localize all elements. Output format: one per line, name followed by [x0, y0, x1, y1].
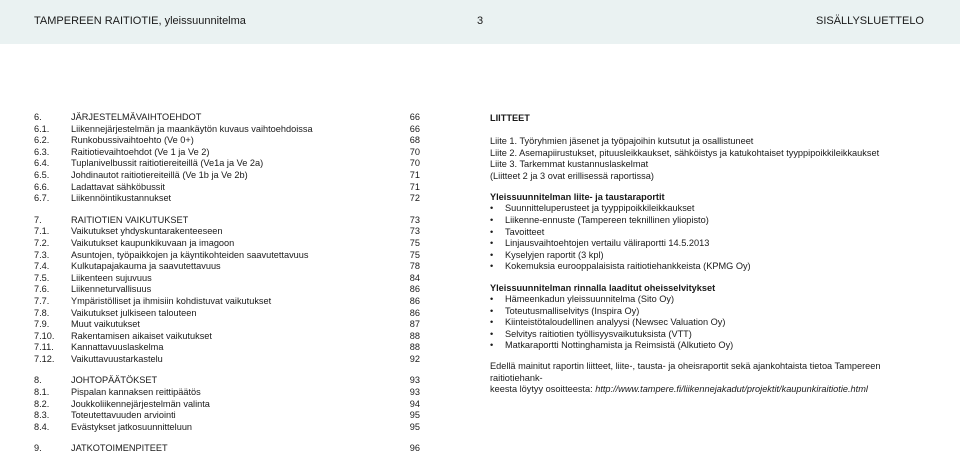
toc-title: JÄRJESTELMÄVAIHTOEHDOT — [71, 112, 202, 122]
toc-page: 86 — [409, 295, 420, 306]
toc-chapter[interactable] — [34, 215, 420, 227]
toc-entry[interactable] — [34, 422, 420, 434]
document-title: TAMPEREEN RAITIOTIE, yleissuunnitelma — [34, 15, 246, 27]
toc-number: 8. — [34, 375, 42, 386]
toc-page: 92 — [409, 353, 420, 364]
toc-title: Raitiotievaihtoehdot (Ve 1 ja Ve 2) — [71, 146, 210, 157]
toc-number: 6.6. — [34, 181, 50, 192]
toc-entry[interactable] — [34, 170, 420, 182]
toc-title: Ympäristölliset ja ihmisiin kohdistuvat vaikutukset — [71, 295, 272, 306]
toc-title: Asuntojen, työpaikkojen ja käyntikohteiden saavutettavuus — [71, 249, 309, 260]
toc-title: Muut vaikutukset — [71, 319, 140, 330]
toc-number: 7.10. — [34, 330, 55, 341]
note-text: Edellä mainitut raportin liitteet, liite-, tausta- ja oheisraportit sekä ajankohtaista tietoa Tampereen raitiotiehank- — [490, 360, 881, 383]
toc-page: 68 — [409, 135, 420, 146]
toc-number: 8.4. — [34, 421, 50, 432]
toc-link[interactable]: SISÄLLYSLUETTELO — [815, 15, 924, 27]
toc-title: Kannattavuuslaskelma — [71, 342, 164, 353]
toc-entry[interactable] — [34, 147, 420, 159]
list-item: • Suunnitteluperusteet ja tyyppipoikkileikkaukset — [490, 203, 930, 215]
toc-entry[interactable] — [34, 261, 420, 273]
list-item: • Kiinteistötaloudellinen analyysi (Newsec Valuation Oy) — [490, 317, 930, 329]
toc-entry[interactable] — [34, 273, 420, 285]
toc-title: Johdinautot raitiotiereiteillä (Ve 1b ja Ve 2b) — [71, 169, 248, 180]
toc-page: 73 — [409, 226, 420, 237]
toc-title: Ladattavat sähköbussit — [71, 181, 165, 192]
toc-page: 95 — [409, 410, 420, 421]
list-item: • Toteutusmalliselvitys (Inspira Oy) — [490, 306, 930, 318]
toc-title: Vaikutukset kaupunkikuvaan ja imagoon — [71, 237, 235, 248]
toc-title: Liikenteen sujuvuus — [71, 272, 152, 283]
toc-chapter[interactable] — [34, 443, 420, 455]
toc-entry[interactable] — [34, 158, 420, 170]
toc-entry[interactable] — [34, 226, 420, 238]
toc-page: 88 — [409, 342, 420, 353]
toc-page: 86 — [409, 284, 420, 295]
toc-page: 87 — [409, 319, 420, 330]
toc-number: 7.9. — [34, 319, 50, 330]
toc-number: 7.1. — [34, 226, 50, 237]
toc-entry[interactable] — [34, 284, 420, 296]
toc-number: 7.7. — [34, 295, 50, 306]
table-of-contents — [34, 112, 420, 455]
list-item: • Linjausvaihtoehtojen vertailu väliraportti 14.5.2013 — [490, 238, 930, 250]
liite-line: Liite 1. Työryhmien jäsenet ja työpajoihin kutsutut ja osallistuneet — [490, 136, 754, 146]
toc-entry[interactable] — [34, 342, 420, 354]
toc-number: 7.11. — [34, 342, 54, 353]
toc-entry[interactable] — [34, 193, 420, 205]
toc-page: 95 — [409, 421, 420, 432]
toc-page: 88 — [409, 330, 420, 341]
rinnalla-list — [490, 294, 930, 352]
toc-entry[interactable] — [34, 331, 420, 343]
toc-page: 73 — [409, 214, 420, 225]
toc-number: 6.2. — [34, 135, 50, 146]
toc-entry[interactable] — [34, 387, 420, 399]
toc-number: 6.5. — [34, 169, 50, 180]
toc-number: 7.4. — [34, 261, 50, 272]
toc-title: Runkobussivaihtoehto (Ve 0+) — [71, 135, 194, 146]
toc-page: 75 — [409, 237, 420, 248]
toc-title: Liikenneturvallisuus — [71, 284, 152, 295]
toc-title: Toteutettavuuden arviointi — [71, 410, 176, 421]
list-item: • Liikenne-ennuste (Tampereen teknillinen yliopisto) — [490, 215, 930, 227]
toc-number: 6.4. — [34, 158, 50, 169]
toc-entry[interactable] — [34, 124, 420, 136]
yleis-list — [490, 203, 930, 273]
toc-title: JOHTOPÄÄTÖKSET — [71, 375, 158, 386]
toc-number: 6.1. — [34, 123, 50, 134]
toc-title: Vaikutukset yhdyskuntarakenteeseen — [71, 226, 223, 237]
toc-page: 93 — [409, 375, 420, 386]
toc-number: 7.2. — [34, 237, 50, 248]
toc-number: 8.3. — [34, 410, 50, 421]
toc-page: 78 — [409, 261, 420, 272]
toc-page: 66 — [409, 123, 420, 134]
toc-page: 86 — [409, 307, 420, 318]
toc-title: Rakentamisen aikaiset vaikutukset — [71, 330, 212, 341]
toc-page: 70 — [409, 146, 420, 157]
toc-entry[interactable] — [34, 399, 420, 411]
toc-number: 7.8. — [34, 307, 50, 318]
toc-number: 6. — [34, 112, 42, 122]
toc-entry[interactable] — [34, 135, 420, 147]
toc-title: Kulkutapajakauma ja saavutettavuus — [71, 261, 221, 272]
toc-page: 84 — [409, 272, 420, 283]
liitteet-heading: LIITTEET — [490, 113, 530, 123]
toc-chapter[interactable] — [34, 112, 420, 124]
toc-number: 7.5. — [34, 272, 50, 283]
list-item: • Selvitys raitiotien työllisyysvaikutuksista (VTT) — [490, 329, 930, 341]
toc-chapter[interactable] — [34, 375, 420, 387]
list-item: • Tavoitteet — [490, 227, 930, 239]
toc-page: 71 — [409, 169, 420, 180]
toc-title: Evästykset jatkosuunnitteluun — [71, 421, 193, 432]
toc-page: 71 — [409, 181, 420, 192]
toc-entry[interactable] — [34, 250, 420, 262]
toc-entry[interactable] — [34, 319, 420, 331]
list-item: • Kyselyjen raportit (3 kpl) — [490, 250, 930, 262]
toc-title: Liikennejärjestelmän ja maankäytön kuvaus vaihtoehdoissa — [71, 123, 313, 134]
toc-page: 70 — [409, 158, 420, 169]
toc-number: 7.12. — [34, 353, 55, 364]
liite-line: Liite 2. Asemapiirustukset, pituusleikkaukset, sähköistys ja katukohtaiset tyyppipoikkileikkaukset — [490, 147, 880, 158]
toc-page: 94 — [409, 398, 420, 409]
toc-page: 75 — [409, 249, 420, 260]
toc-entry[interactable] — [34, 410, 420, 422]
toc-title: RAITIOTIEN VAIKUTUKSET — [71, 214, 189, 225]
toc-number: 7.6. — [34, 284, 50, 295]
toc-entry[interactable] — [34, 308, 420, 320]
page-number: 3 — [477, 15, 484, 27]
toc-title: JATKOTOIMENPITEET — [71, 443, 168, 454]
toc-number: 7.3. — [34, 249, 50, 260]
page-header — [0, 0, 960, 44]
liite-line: (Liitteet 2 ja 3 ovat erillisessä raportissa) — [490, 170, 654, 181]
toc-page: 72 — [409, 193, 420, 204]
toc-number: 6.7. — [34, 193, 50, 204]
toc-page: 96 — [409, 443, 420, 454]
toc-title: Pispalan kannaksen reittipäätös — [71, 387, 201, 398]
toc-entry[interactable] — [34, 182, 420, 194]
toc-number: 9. — [34, 443, 42, 454]
yleis-heading: Yleissuunnitelman liite- ja taustaraportit — [490, 192, 665, 203]
toc-title: Liikennöintikustannukset — [71, 193, 172, 204]
toc-title: Vaikuttavuustarkastelu — [71, 353, 163, 364]
rinnalla-heading: Yleissuunnitelman rinnalla laaditut oheisselvitykset — [490, 282, 716, 293]
reports-url[interactable]: http://www.tampere.fi/liikennejakadut/projektit/kaupunkiraitiotie.html — [595, 384, 868, 395]
toc-number: 8.1. — [34, 387, 50, 398]
toc-title: Tuplanivelbussit raitiotiereiteillä (Ve1a ja Ve 2a) — [71, 158, 264, 169]
toc-number: 8.2. — [34, 398, 50, 409]
toc-number: 7. — [34, 214, 42, 225]
toc-page: 93 — [409, 387, 420, 398]
toc-entry[interactable] — [34, 354, 420, 366]
toc-title: Vaikutukset julkiseen talouteen — [71, 307, 197, 318]
list-item: • Hämeenkadun yleissuunnitelma (Sito Oy) — [490, 294, 930, 306]
toc-entry[interactable] — [34, 238, 420, 250]
appendix-column — [490, 112, 930, 396]
list-item: • Kokemuksia eurooppalaisista raitiotiehankkeista (KPMG Oy) — [490, 261, 930, 273]
note-text: keesta löytyy osoitteesta: — [490, 384, 596, 395]
toc-page: 66 — [409, 112, 420, 122]
list-item: • Matkaraportti Nottinghamista ja Reimsistä (Alkutieto Oy) — [490, 340, 930, 352]
liite-line: Liite 3. Tarkemmat kustannuslaskelmat — [490, 159, 649, 170]
toc-entry[interactable] — [34, 296, 420, 308]
reports-note — [490, 361, 930, 396]
toc-number: 6.3. — [34, 146, 50, 157]
toc-title: Joukkoliikennejärjestelmän valinta — [71, 398, 210, 409]
